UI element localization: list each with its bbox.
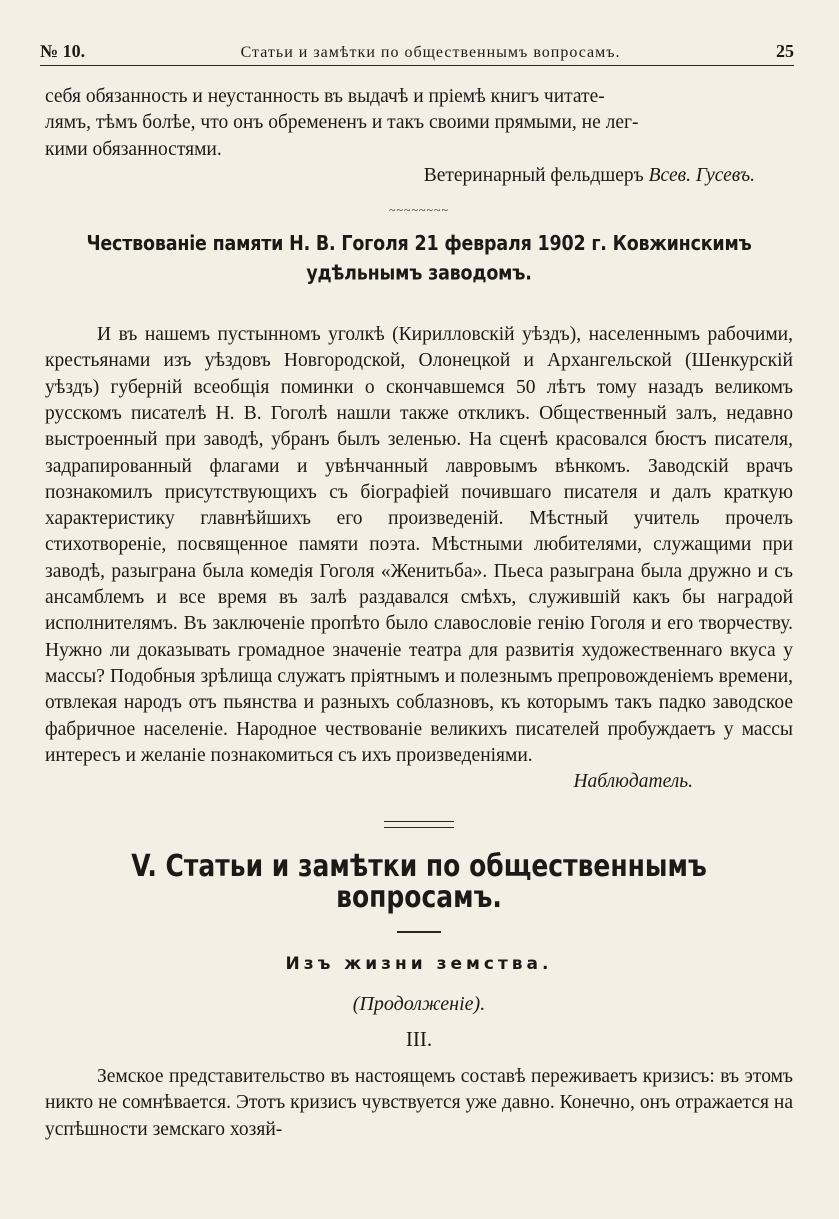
divider-ornament: ~~~~~~~~: [389, 203, 449, 218]
double-rule: [384, 821, 454, 828]
intro-line-1: себя обязанность и неустанность въ выдачѣ и пріемѣ книгъ читате-: [45, 86, 605, 107]
article-paragraph: И въ нашемъ пустынномъ уголкѣ (Кирилловскій уѣздъ), населеннымъ рабочими, крестьянами изъ уѣздовъ Новгородской, Олонецкой и Архангельской (Шенкурскій уѣздъ) губерній всеобщія поминки о скончавшемся 50 лѣтъ тому назадъ великомъ русскомъ писателѣ Н. В. Гоголѣ нашли также откликъ. Общественный залъ, недавно выстроенный при заводѣ, убранъ былъ зеленью. На сценѣ красовался бюстъ писателя, задрапированный флагами и увѣнчанный лавровымъ вѣнкомъ. Заводскій врачъ познакомилъ присутствующихъ съ біографіей почившаго писателя и далъ краткую характеристику главнѣйшихъ его произведеній. Мѣстный учитель прочелъ стихотвореніе, посвященное памяти поэта. Мѣстными любителями, служащими при заводѣ, разыграна была комедія Гоголя «Женитьба». Пьеса разыграна была дружно и съ ансамблемъ и все время въ залѣ раздавался смѣхъ, служившій какъ бы наградой исполнителямъ. Въ заключеніе пропѣто было славословіе генію Гоголя и его творчеству. Нужно ли доказывать громадное значеніе театра для развитія художественнаго вкуса у массы? Подобныя зрѣлища служатъ пріятнымъ и полезнымъ препровожденіемъ времени, отвлекая народъ отъ пьянства и разныхъ соблазновъ, къ которымъ такъ падко заводское фабричное населеніе. Народное чествованіе великихъ писателей пробуждаетъ у массы интересъ и желаніе познакомиться съ ихъ произведеніями.: [45, 324, 793, 766]
section-paragraph: Земское представительство въ настоящемъ составѣ переживаетъ кризисъ: въ этомъ никто не сомнѣвается. Этотъ кризисъ чувствуется уже давно. Конечно, онъ отражается на успѣшности земскаго хозяй-: [45, 1065, 793, 1140]
article-signature: Наблюдатель.: [573, 771, 693, 793]
issue-number: № 10.: [40, 41, 86, 61]
section-heading: V. Статьи и замѣтки по общественнымъ вопросамъ.: [131, 848, 707, 916]
signature-prefix: Ветеринарный фельдшеръ: [423, 164, 649, 186]
section-subheading: Изъ жизни земства.: [285, 954, 553, 975]
short-rule: [397, 931, 441, 933]
intro-line-2: лямъ, тѣмъ болѣе, что онъ обремененъ и такъ своими прямыми, не лег-: [45, 112, 639, 134]
page-body: [45, 84, 793, 1143]
chapter-number: III.: [405, 1026, 433, 1051]
intro-signature: [45, 163, 793, 189]
signature-name: Всев. Гусевъ.: [648, 164, 755, 186]
running-header: [40, 30, 794, 66]
running-title: Статьи и замѣтки по общественнымъ вопросамъ.: [240, 44, 621, 61]
intro-line-3: кими обязанностями.: [45, 138, 222, 160]
article-heading: Чествованіе памяти Н. В. Гоголя 21 февраля 1902 г. Ковжинскимъ удѣльнымъ заводомъ.: [86, 232, 752, 287]
continuation-label: (Продолженіе).: [352, 993, 486, 1016]
page-number: 25: [776, 41, 794, 61]
